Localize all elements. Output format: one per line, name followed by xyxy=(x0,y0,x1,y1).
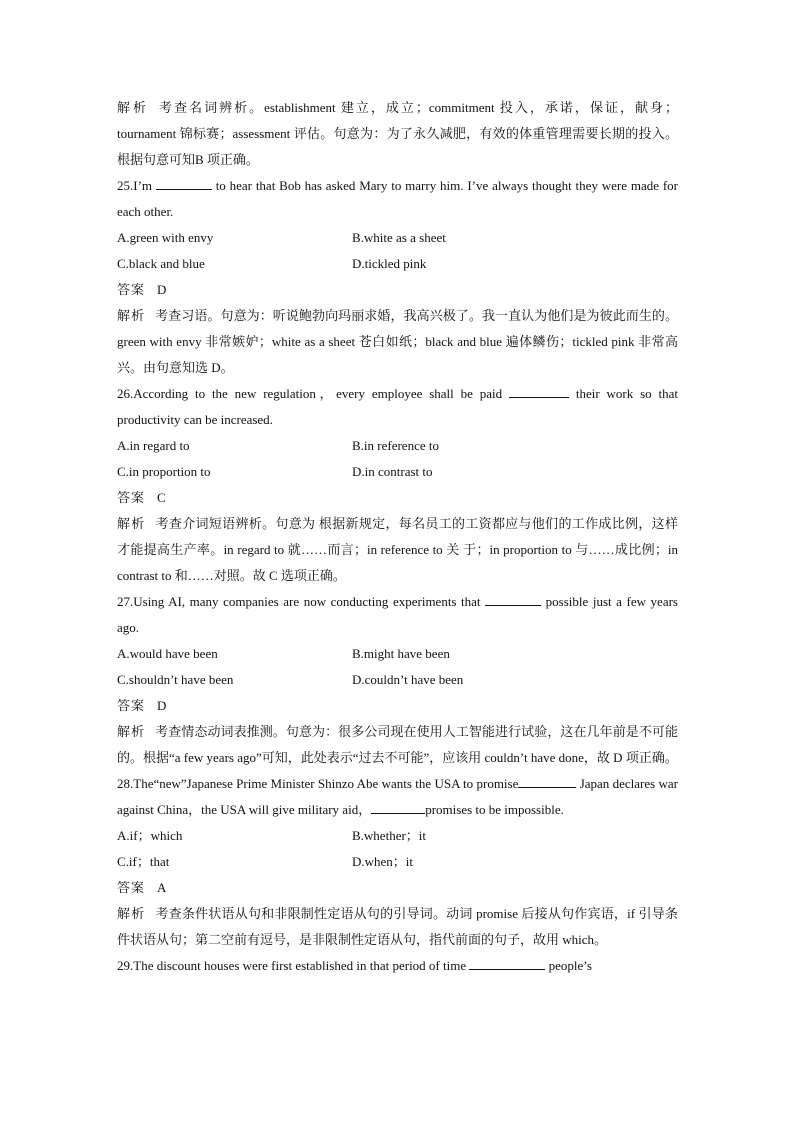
answer-value: C xyxy=(157,490,166,505)
options-row xyxy=(117,849,678,875)
answer-value: A xyxy=(157,880,167,895)
answer-blank xyxy=(156,175,212,190)
answer-line xyxy=(117,277,678,303)
options-row xyxy=(117,251,678,277)
options-row xyxy=(117,459,678,485)
option-c: C.shouldn’t have been xyxy=(117,672,234,687)
option-a: A.green with envy xyxy=(117,230,214,245)
question-stem: 26.According to the new regulation，every employee shall be paid their work so that productivity can be increased. xyxy=(117,381,678,433)
option-b: B.white as a sheet xyxy=(352,230,446,245)
answer-label: 答案 xyxy=(117,880,146,895)
analysis-text: 考查情态动词表推测。句意为：很多公司现在使用人工智能进行试验，这在几年前是不可能的。根据“a few years ago”可知，此处表示“过去不可能”，应该用 couldn’t have done，故 D 项正确。 xyxy=(117,724,678,765)
analysis-text: 考查条件状语从句和非限制性定语从句的引导词。动词 promise 后接从句作宾语，if 引导条件状语从句；第二空前有逗号，是非限制性定语从句，指代前面的句子，故用 which。 xyxy=(117,906,678,947)
analysis-text: 考查介词短语辨析。句意为 根据新规定，每名员工的工资都应与他们的工作成比例，这样才能提高生产率。in regard to 就……而言；in reference to 关 于；in proportion to 与……成比例；in contrast to 和……对照。故 C 选项正确。 xyxy=(117,516,678,583)
options-row xyxy=(117,433,678,459)
analysis-label: 解析 xyxy=(117,100,150,115)
analysis-label: 解析 xyxy=(117,308,146,323)
option-a: A.if；which xyxy=(117,828,183,843)
option-d: D.couldn’t have been xyxy=(352,672,464,687)
option-d: D.tickled pink xyxy=(352,256,427,271)
analysis-label: 解析 xyxy=(117,906,146,921)
answer-blank xyxy=(485,591,541,606)
answer-blank xyxy=(509,383,569,398)
answer-blank xyxy=(371,799,425,814)
option-c: C.if；that xyxy=(117,854,170,869)
question-stem: 29.The discount houses were first established in that period of time people’s xyxy=(117,953,678,979)
answer-blank xyxy=(469,955,545,970)
analysis-paragraph xyxy=(117,901,678,953)
answer-label: 答案 xyxy=(117,698,146,713)
option-c: C.in proportion to xyxy=(117,464,211,479)
option-b: B.whether；it xyxy=(352,828,427,843)
question-stem: 28.The“new”Japanese Prime Minister Shinzo Abe wants the USA to promise Japan declares war against China，the USA will give military aid， promises to be impossible. xyxy=(117,771,678,823)
question-stem: 25.I’m to hear that Bob has asked Mary to marry him. I’ve always thought they were made for each other. xyxy=(117,173,678,225)
answer-line xyxy=(117,693,678,719)
option-b: B.might have been xyxy=(352,646,450,661)
analysis-paragraph xyxy=(117,303,678,381)
question-stem: 27.Using AI, many companies are now conducting experiments that possible just a few years ago. xyxy=(117,589,678,641)
option-a: A.would have been xyxy=(117,646,218,661)
analysis-paragraph xyxy=(117,511,678,589)
document-page xyxy=(117,95,678,979)
answer-value: D xyxy=(157,282,167,297)
answer-label: 答案 xyxy=(117,490,146,505)
option-d: D.when；it xyxy=(352,854,414,869)
options-row xyxy=(117,641,678,667)
analysis-label: 解析 xyxy=(117,724,146,739)
answer-line xyxy=(117,485,678,511)
answer-value: D xyxy=(157,698,167,713)
options-row xyxy=(117,225,678,251)
analysis-label: 解析 xyxy=(117,516,146,531)
options-row xyxy=(117,667,678,693)
analysis-text: 考查习语。句意为：听说鲍勃向玛丽求婚，我高兴极了。我一直认为他们是为彼此而生的。green with envy 非常嫉妒；white as a sheet 苍白如纸；black and blue 遍体鳞伤；tickled pink 非常高兴。由句意知选 D。 xyxy=(117,308,678,375)
option-a: A.in regard to xyxy=(117,438,190,453)
option-d: D.in contrast to xyxy=(352,464,433,479)
answer-blank xyxy=(518,773,576,788)
option-c: C.black and blue xyxy=(117,256,205,271)
analysis-paragraph xyxy=(117,719,678,771)
options-row xyxy=(117,823,678,849)
analysis-paragraph xyxy=(117,95,678,173)
answer-line xyxy=(117,875,678,901)
analysis-text: 考查名词辨析。establishment 建立，成立；commitment 投入，承诺，保证，献身；tournament 锦标赛；assessment 评估。句意为：为了永久减肥，有效的体重管理需要长期的投入。根据句意可知B 项正确。 xyxy=(117,100,678,167)
option-b: B.in reference to xyxy=(352,438,439,453)
answer-label: 答案 xyxy=(117,282,146,297)
